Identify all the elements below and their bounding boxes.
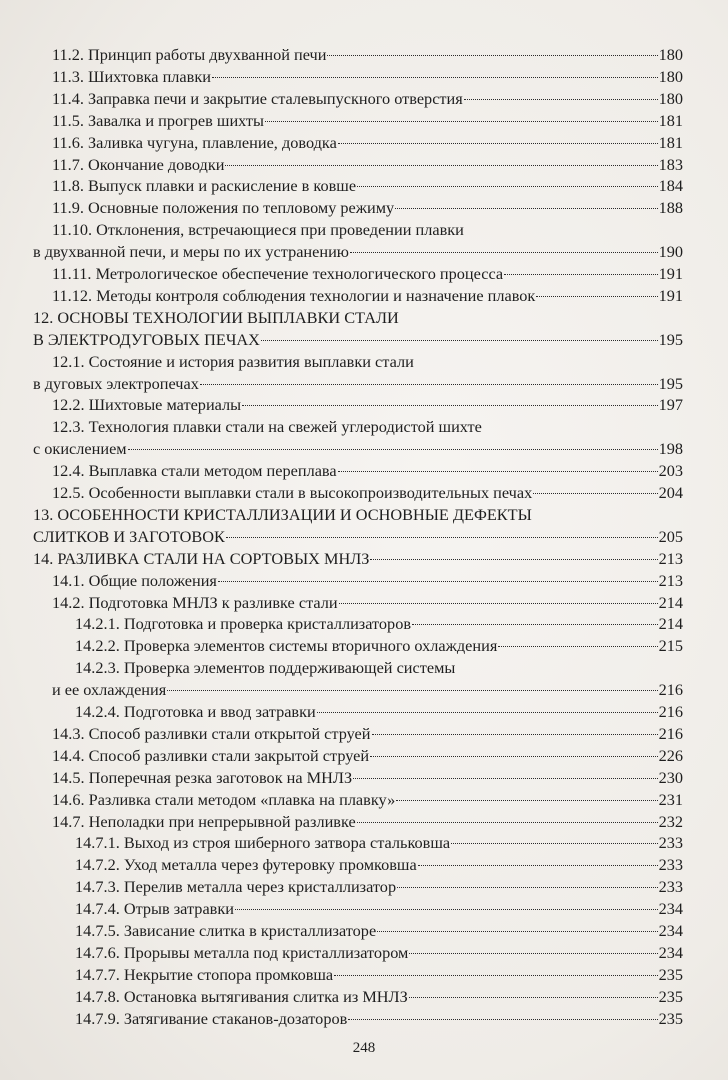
dot-leader bbox=[395, 208, 657, 209]
toc-entry bbox=[75, 701, 683, 723]
dot-leader bbox=[372, 734, 658, 735]
toc-entry-page: 213 bbox=[658, 548, 683, 568]
toc-entry-page: 233 bbox=[658, 833, 683, 853]
dot-leader bbox=[412, 624, 658, 625]
dot-leader bbox=[226, 537, 658, 538]
toc-entry bbox=[33, 241, 683, 263]
toc-entry bbox=[33, 504, 683, 526]
toc-entry bbox=[33, 548, 683, 570]
toc-entry-title: 11.9. Основные положения по тепловому режиму bbox=[52, 198, 395, 218]
toc-entry-page: 233 bbox=[658, 855, 683, 875]
toc-entry bbox=[52, 811, 683, 833]
toc-entry-title: и ее охлаждения bbox=[52, 680, 167, 700]
toc-entry-page: 181 bbox=[658, 110, 683, 130]
toc-entry bbox=[75, 876, 683, 898]
toc-entry-page: 214 bbox=[658, 592, 683, 612]
toc-entry bbox=[33, 307, 683, 329]
toc-entry-page: 214 bbox=[658, 614, 683, 634]
toc-entry bbox=[75, 986, 683, 1008]
toc-entry bbox=[52, 482, 683, 504]
toc-entry-title: 14.7.6. Прорывы металла под кристаллизатором bbox=[75, 942, 409, 962]
toc-entry-title: 14.2. Подготовка МНЛЗ к разливке стали bbox=[52, 592, 338, 612]
toc-entry-title: 14.7.3. Перелив металла через кристаллизатор bbox=[75, 877, 397, 897]
dot-leader bbox=[128, 449, 658, 450]
dot-leader bbox=[451, 843, 657, 844]
dot-leader bbox=[377, 931, 657, 932]
toc-entry bbox=[75, 964, 683, 986]
toc-entry bbox=[52, 175, 683, 197]
toc-entry bbox=[52, 460, 683, 482]
toc-entry-title: 14.7.9. Затягивание стаканов-дозаторов bbox=[75, 1008, 348, 1028]
toc-entry-page: 197 bbox=[658, 395, 683, 415]
toc-entry-page: 190 bbox=[658, 242, 683, 262]
toc-entry-title: 14.1. Общие положения bbox=[52, 570, 217, 590]
toc-entry-title: 14.7.5. Зависание слитка в кристаллизаторе bbox=[75, 921, 377, 940]
toc-entry-title: 11.2. Принцип работы двухванной печи bbox=[52, 45, 327, 64]
toc-entry-title: 14.5. Поперечная резка заготовок на МНЛЗ bbox=[52, 767, 353, 787]
toc-entry-title: 14.7.7. Некрытие стопора промковша bbox=[75, 964, 334, 984]
toc-entry-page: 235 bbox=[658, 986, 683, 1006]
toc-entry-page: 216 bbox=[658, 680, 683, 700]
toc-entry-page: 203 bbox=[658, 461, 683, 481]
dot-leader bbox=[334, 975, 657, 976]
toc-entry-title: 14.3. Способ разливки стали открытой струей bbox=[52, 723, 371, 743]
dot-leader bbox=[536, 296, 657, 297]
toc-entry-page: 235 bbox=[658, 964, 683, 984]
toc-entry-page: 226 bbox=[658, 745, 683, 765]
dot-leader bbox=[409, 953, 657, 954]
toc-entry-page: 204 bbox=[658, 483, 683, 502]
toc-entry-title: 14.2.2. Проверка элементов системы вторичного охлаждения bbox=[75, 636, 498, 656]
toc-entry-title: 11.5. Завалка и прогрев шихты bbox=[52, 110, 264, 130]
toc-entry-page: 184 bbox=[658, 176, 683, 196]
dot-leader bbox=[397, 887, 657, 888]
toc-entry-page: 195 bbox=[658, 329, 683, 349]
toc-entry bbox=[75, 854, 683, 876]
dot-leader bbox=[396, 800, 657, 801]
dot-leader bbox=[235, 909, 658, 910]
dot-leader bbox=[218, 581, 658, 582]
toc-entry bbox=[33, 438, 683, 460]
toc-entry-page: 195 bbox=[658, 373, 683, 393]
toc-entry-page: 188 bbox=[658, 198, 683, 218]
toc-entry-title: 11.12. Методы контроля соблюдения технологии и назначение плавок bbox=[52, 285, 536, 305]
dot-leader bbox=[338, 143, 658, 144]
toc-entry-title: 11.8. Выпуск плавки и раскисление в ковше bbox=[52, 176, 357, 196]
toc-entry-page: 180 bbox=[658, 66, 683, 86]
toc-entry bbox=[52, 66, 683, 88]
dot-leader bbox=[357, 822, 658, 823]
toc-entry-page: 216 bbox=[658, 702, 683, 721]
dot-leader bbox=[200, 384, 658, 385]
toc-entry bbox=[52, 219, 683, 241]
toc-entry-title: 12.4. Выплавка стали методом переплава bbox=[52, 461, 337, 481]
dot-leader bbox=[464, 99, 658, 100]
dot-leader bbox=[533, 493, 657, 494]
toc-entry-title: 14.2.3. Проверка элементов поддерживающей системы bbox=[75, 658, 456, 678]
toc-entry-title: 14.7. Неполадки при непрерывной разливке bbox=[52, 811, 356, 831]
page-number: 248 bbox=[352, 1040, 376, 1056]
toc-entry-page: 234 bbox=[658, 899, 683, 919]
toc-entry bbox=[52, 767, 683, 789]
toc-entry bbox=[52, 285, 683, 307]
dot-leader bbox=[265, 121, 658, 122]
dot-leader bbox=[498, 646, 657, 647]
toc-entry bbox=[52, 592, 683, 614]
toc-entry bbox=[75, 635, 683, 657]
dot-leader bbox=[242, 405, 657, 406]
toc-entry-title: 11.3. Шихтовка плавки bbox=[52, 66, 211, 86]
toc-entry-title: 14.2.1. Подготовка и проверка кристаллизаторов bbox=[75, 614, 412, 634]
toc-entry bbox=[75, 920, 683, 942]
toc-entry bbox=[52, 263, 683, 285]
dot-leader bbox=[418, 865, 658, 866]
toc-entry bbox=[33, 329, 683, 351]
toc-entry bbox=[75, 898, 683, 920]
toc-entry-page: 232 bbox=[658, 811, 683, 831]
toc-entry-title: 14.7.4. Отрыв затравки bbox=[75, 899, 234, 919]
toc-entry-page: 215 bbox=[658, 636, 683, 656]
toc-entry-page: 191 bbox=[658, 264, 683, 283]
toc-entry-page: 233 bbox=[658, 877, 683, 897]
toc-entry bbox=[75, 1008, 683, 1030]
toc-entry-page: 216 bbox=[658, 723, 683, 743]
toc-entry-title: с окислением bbox=[33, 439, 127, 459]
toc-entry bbox=[75, 657, 683, 679]
toc-entry-page: 213 bbox=[658, 570, 683, 590]
toc-entry bbox=[52, 679, 683, 701]
toc-entry-title: 12. ОСНОВЫ ТЕХНОЛОГИИ ВЫПЛАВКИ СТАЛИ bbox=[33, 307, 399, 327]
toc-entry bbox=[52, 154, 683, 176]
dot-leader bbox=[357, 186, 658, 187]
toc-entry-title: 13. ОСОБЕННОСТИ КРИСТАЛЛИЗАЦИИ И ОСНОВНЫЕ ДЕФЕКТЫ bbox=[33, 504, 532, 524]
dot-leader bbox=[339, 603, 658, 604]
toc-entry bbox=[52, 789, 683, 811]
toc-entry-title: 12.2. Шихтовые материалы bbox=[52, 395, 242, 415]
toc-entry-page: 234 bbox=[658, 942, 683, 962]
toc-entry-page: 181 bbox=[658, 132, 683, 152]
toc-entry-title: 11.11. Метрологическое обеспечение технологического процесса bbox=[52, 264, 504, 283]
dot-leader bbox=[225, 165, 657, 166]
toc-entry-title: 12.3. Технология плавки стали на свежей углеродистой шихте bbox=[52, 417, 482, 437]
toc-entry bbox=[52, 132, 683, 154]
toc-entry-page: 205 bbox=[658, 526, 683, 546]
toc-entry bbox=[52, 88, 683, 110]
toc-entry bbox=[52, 44, 683, 66]
toc-entry-page: 234 bbox=[658, 921, 683, 940]
dot-leader bbox=[317, 712, 658, 713]
toc-entry-title: 14.4. Способ разливки стали закрытой струей bbox=[52, 745, 370, 765]
dot-leader bbox=[350, 252, 658, 253]
toc-entry bbox=[52, 110, 683, 132]
toc-entry-title: 14.7.8. Остановка вытягивания слитка из МНЛЗ bbox=[75, 986, 408, 1006]
dot-leader bbox=[212, 77, 658, 78]
dot-leader bbox=[348, 1019, 657, 1020]
toc-entry bbox=[52, 570, 683, 592]
dot-leader bbox=[370, 756, 657, 757]
toc-entry-page: 191 bbox=[658, 285, 683, 305]
toc-entry bbox=[52, 394, 683, 416]
dot-leader bbox=[338, 471, 658, 472]
dot-leader bbox=[409, 997, 658, 998]
toc-entry-title: 14.7.2. Уход металла через футеровку промковша bbox=[75, 855, 417, 875]
toc-entry bbox=[75, 832, 683, 854]
toc-entry-page: 235 bbox=[658, 1008, 683, 1028]
toc-entry-title: 14.6. Разливка стали методом «плавка на плавку» bbox=[52, 789, 396, 809]
dot-leader bbox=[504, 274, 657, 275]
toc-entry-page: 183 bbox=[658, 154, 683, 174]
toc-entry bbox=[52, 723, 683, 745]
toc-entry-title: 11.6. Заливка чугуна, плавление, доводка bbox=[52, 132, 337, 152]
toc-entry-title: 14. РАЗЛИВКА СТАЛИ НА СОРТОВЫХ МНЛЗ bbox=[33, 548, 370, 568]
toc-entry-page: 198 bbox=[658, 439, 683, 459]
toc-entry-title: 12.1. Состояние и история развития выплавки стали bbox=[52, 351, 414, 371]
toc-entry-title: в двухванной печи, и меры по их устранению bbox=[33, 242, 349, 262]
toc-entry bbox=[75, 942, 683, 964]
toc-entry-title: 11.4. Заправка печи и закрытие сталевыпускного отверстия bbox=[52, 88, 463, 108]
toc-entry bbox=[52, 197, 683, 219]
toc-entry bbox=[52, 416, 683, 438]
toc-entry-title: В ЭЛЕКТРОДУГОВЫХ ПЕЧАХ bbox=[33, 329, 260, 349]
dot-leader bbox=[327, 55, 657, 56]
toc-entry bbox=[75, 613, 683, 635]
toc-entry-title: 11.10. Отклонения, встречающиеся при проведении плавки bbox=[52, 220, 464, 240]
toc-entry-title: в дуговых электропечах bbox=[33, 373, 199, 393]
toc-entry bbox=[52, 351, 683, 373]
toc-entry-title: 14.2.4. Подготовка и ввод затравки bbox=[75, 702, 316, 721]
dot-leader bbox=[167, 690, 657, 691]
dot-leader bbox=[261, 340, 658, 341]
dot-leader bbox=[370, 559, 657, 560]
toc-entry-title: СЛИТКОВ И ЗАГОТОВОК bbox=[33, 526, 225, 546]
toc-entry-title: 12.5. Особенности выплавки стали в высокопроизводительных печах bbox=[52, 483, 533, 502]
toc-entry-title: 14.7.1. Выход из строя шиберного затвора стальковша bbox=[75, 833, 451, 853]
dot-leader bbox=[353, 778, 657, 779]
toc-entry-page: 180 bbox=[658, 45, 683, 64]
toc-entry-page: 231 bbox=[658, 789, 683, 809]
toc-entry bbox=[33, 373, 683, 395]
toc-entry bbox=[33, 526, 683, 548]
toc-entry-page: 230 bbox=[658, 767, 683, 787]
toc-entry bbox=[52, 745, 683, 767]
toc-entry-title: 11.7. Окончание доводки bbox=[52, 154, 225, 174]
toc-entry-page: 180 bbox=[658, 88, 683, 108]
